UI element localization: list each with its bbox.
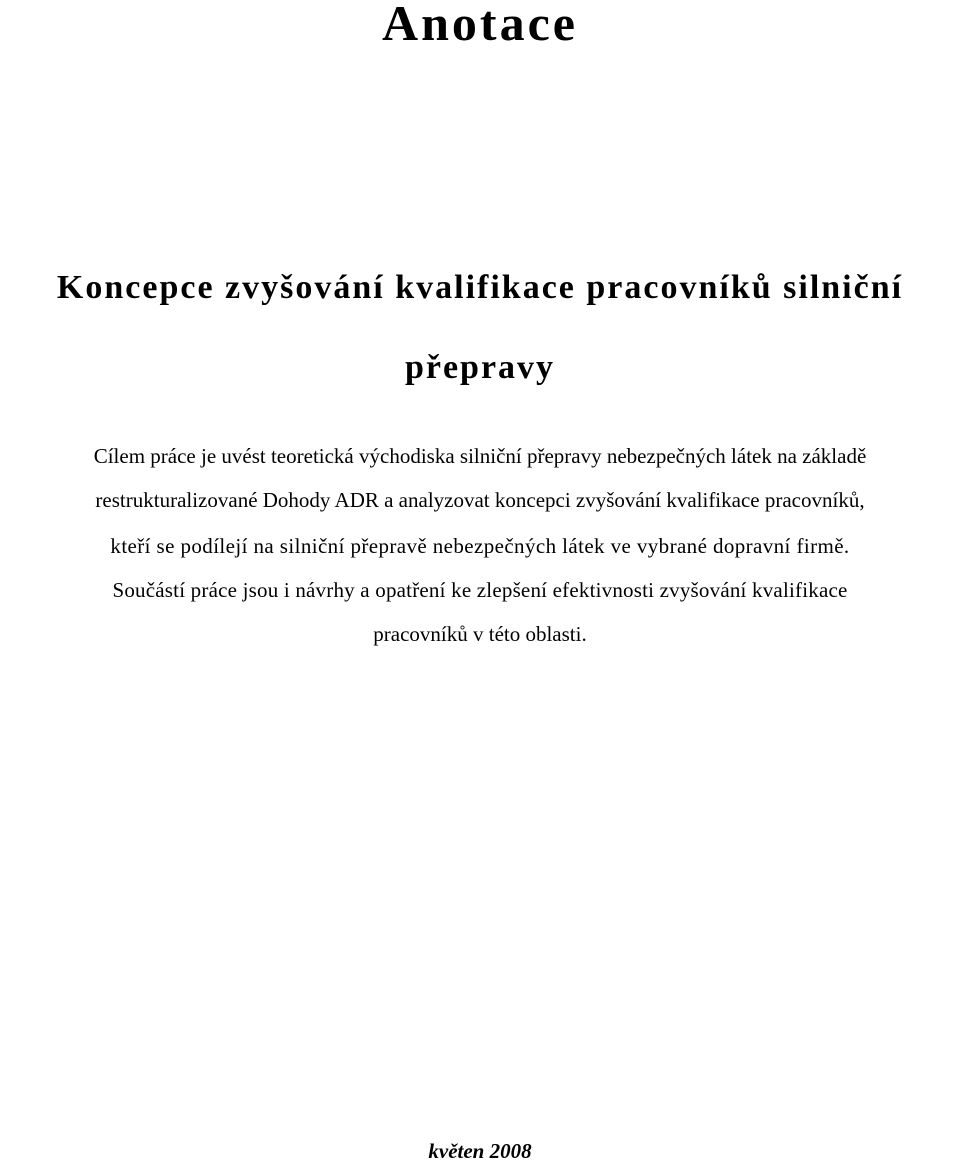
abstract-line: restrukturalizované Dohody ADR a analyzovat koncepci zvyšování kvalifikace pracovníků,	[95, 488, 865, 512]
thesis-title-line-2: přepravy	[404, 349, 556, 386]
page-title: Anotace	[382, 0, 578, 51]
footer-date: květen 2008	[428, 1139, 532, 1163]
abstract-line: Cílem práce je uvést teoretická východiska silniční přepravy nebezpečných látek na základě	[93, 444, 867, 468]
abstract-line: kteří se podílejí na silniční přepravě nebezpečných látek ve vybrané dopravní firmě.	[110, 534, 850, 558]
abstract-line: Součástí práce jsou i návrhy a opatření ke zlepšení efektivnosti zvyšování kvalifikace	[112, 578, 848, 602]
abstract-line: pracovníků v této oblasti.	[373, 622, 587, 646]
thesis-title-line-1: Koncepce zvyšování kvalifikace pracovníků silniční	[56, 269, 904, 306]
